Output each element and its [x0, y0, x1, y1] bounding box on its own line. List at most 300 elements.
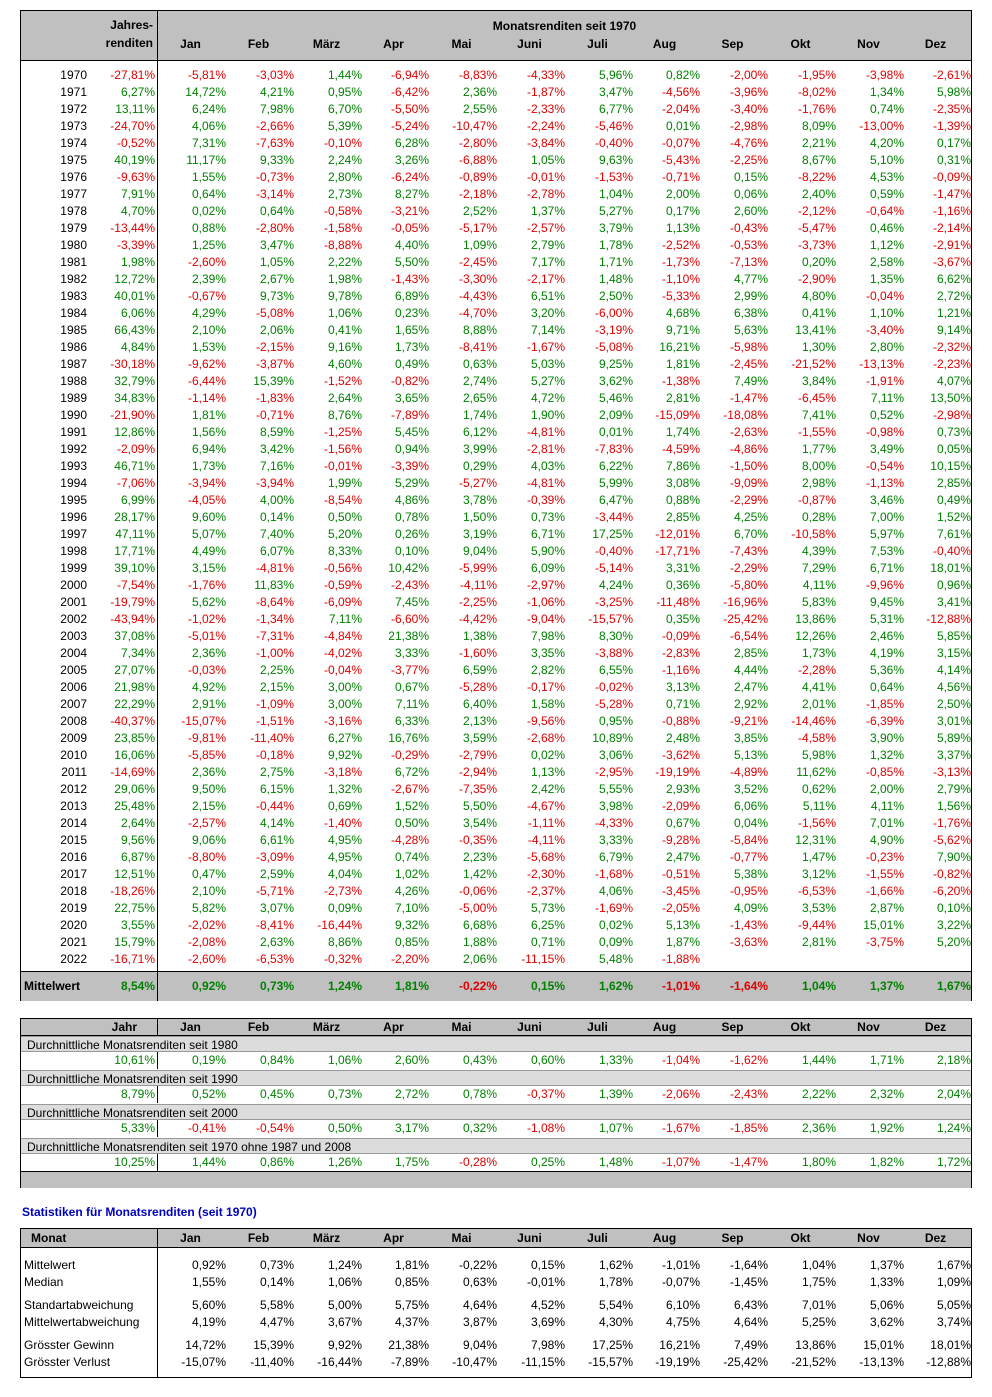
stats-value-cell: -25,42%	[723, 1355, 768, 1369]
month-return-cell: -0,88%	[661, 714, 700, 728]
month-return-cell: -4,89%	[729, 765, 768, 779]
month-return-cell: 1,90%	[530, 408, 565, 422]
table-row	[21, 764, 971, 781]
stats-value-cell: -7,89%	[390, 1355, 429, 1369]
month-return-cell: -0,54%	[865, 459, 904, 473]
month-return-cell: 9,32%	[394, 918, 429, 932]
month-return-cell: -0,04%	[323, 663, 362, 677]
month-return-cell: 6,72%	[394, 765, 429, 779]
annual-return-cell: 47,11%	[115, 527, 155, 541]
average-month-cell: 1,48%	[598, 1155, 633, 1169]
stats-row-label: Grösster Verlust	[24, 1355, 111, 1369]
stats-value-cell: -0,22%	[458, 1258, 497, 1272]
month-return-cell: 9,25%	[598, 357, 633, 371]
year-cell: 2013	[60, 799, 87, 813]
month-header-3: Apr	[383, 1020, 404, 1034]
year-cell: 1970	[60, 68, 87, 82]
month-return-cell: 3,49%	[869, 442, 904, 456]
month-return-cell: 2,10%	[191, 323, 226, 337]
stats-value-cell: 0,92%	[191, 1258, 226, 1272]
month-return-cell: 3,15%	[936, 646, 971, 660]
month-return-cell: -3,63%	[729, 935, 768, 949]
month-return-cell: -3,77%	[390, 663, 429, 677]
month-return-cell: 6,28%	[394, 136, 429, 150]
month-return-cell: 16,21%	[659, 340, 700, 354]
annual-return-cell: 12,72%	[114, 272, 155, 286]
month-return-cell: 3,20%	[530, 306, 565, 320]
month-return-cell: 4,26%	[394, 884, 429, 898]
stats-value-cell: 1,37%	[869, 1258, 904, 1272]
month-return-cell: 3,46%	[869, 493, 904, 507]
month-return-cell: -6,88%	[458, 153, 497, 167]
month-return-cell: -2,81%	[526, 442, 565, 456]
average-month-cell: -1,47%	[729, 1155, 768, 1169]
month-return-cell: 0,14%	[259, 510, 294, 524]
month-return-cell: -0,01%	[526, 170, 565, 184]
month-return-cell: -0,17%	[526, 680, 565, 694]
annual-return-cell: 22,29%	[114, 697, 155, 711]
month-return-cell: 1,10%	[869, 306, 904, 320]
average-month-cell: 0,84%	[259, 1053, 294, 1067]
month-return-cell: 1,74%	[462, 408, 497, 422]
stats-value-cell: 15,39%	[253, 1338, 294, 1352]
month-return-cell: -1,47%	[932, 187, 971, 201]
month-return-cell: -6,09%	[323, 595, 362, 609]
month-return-cell: -5,28%	[458, 680, 497, 694]
month-return-cell: -2,09%	[661, 799, 700, 813]
month-return-cell: 3,47%	[598, 85, 633, 99]
average-month-cell: -2,06%	[661, 1087, 700, 1101]
month-return-cell: 5,39%	[327, 119, 362, 133]
month-return-cell: 5,20%	[936, 935, 971, 949]
month-header: Monat	[31, 1231, 67, 1245]
month-header-5: Juni	[517, 1020, 542, 1034]
month-return-cell: 2,46%	[869, 629, 904, 643]
month-return-cell: -2,73%	[323, 884, 362, 898]
month-return-cell: 4,95%	[327, 850, 362, 864]
month-return-cell: 1,32%	[869, 748, 904, 762]
month-return-cell: 7,49%	[733, 374, 768, 388]
average-month-cell: 2,36%	[801, 1121, 836, 1135]
month-return-cell: 2,98%	[801, 476, 836, 490]
month-return-cell: 2,63%	[259, 935, 294, 949]
month-header-2: März	[312, 1020, 341, 1034]
month-return-cell: 1,37%	[530, 204, 565, 218]
year-cell: 1992	[60, 442, 87, 456]
month-return-cell: -5,62%	[932, 833, 971, 847]
month-return-cell: -21,52%	[791, 357, 836, 371]
stats-value-cell: 21,38%	[388, 1338, 429, 1352]
month-return-cell: -10,47%	[452, 119, 497, 133]
average-month-cell: 0,52%	[191, 1087, 226, 1101]
month-return-cell: 6,61%	[259, 833, 294, 847]
month-return-cell: -6,44%	[187, 374, 226, 388]
month-return-cell: 6,15%	[259, 782, 294, 796]
month-return-cell: -2,24%	[526, 119, 565, 133]
month-return-cell: -1,58%	[323, 221, 362, 235]
month-header-11: Dez	[924, 1020, 947, 1034]
table-row	[21, 679, 971, 696]
month-return-cell: -0,01%	[323, 459, 362, 473]
month-return-cell: 5,07%	[191, 527, 226, 541]
month-return-cell: 2,80%	[869, 340, 904, 354]
average-table-header	[21, 1019, 971, 1036]
month-return-cell: 8,86%	[327, 935, 362, 949]
month-return-cell: 9,63%	[598, 153, 633, 167]
table-row	[21, 560, 971, 577]
month-return-cell: 2,15%	[259, 680, 294, 694]
month-return-cell: 2,42%	[530, 782, 565, 796]
table-row	[21, 951, 971, 968]
month-return-cell: 1,21%	[936, 306, 971, 320]
month-return-cell: 6,70%	[733, 527, 768, 541]
month-return-cell: 5,38%	[733, 867, 768, 881]
year-cell: 2014	[60, 816, 87, 830]
month-return-cell: -6,39%	[865, 714, 904, 728]
month-return-cell: 4,04%	[327, 867, 362, 881]
month-return-cell: 0,06%	[733, 187, 768, 201]
month-return-cell: -1,68%	[594, 867, 633, 881]
table-row	[21, 169, 971, 186]
stats-title: Statistiken für Monatsrenditen (seit 1970)	[22, 1205, 257, 1219]
stats-value-cell: 4,64%	[462, 1298, 497, 1312]
month-return-cell: 8,30%	[598, 629, 633, 643]
annual-return-cell: -13,44%	[110, 221, 155, 235]
month-return-cell: -0,59%	[323, 578, 362, 592]
month-header-10: Nov	[857, 37, 880, 51]
month-return-cell: -4,76%	[729, 136, 768, 150]
average-month-cell: -2,43%	[729, 1087, 768, 1101]
month-header-4: Mai	[451, 37, 472, 51]
year-header: Jahr	[111, 1020, 137, 1034]
month-return-cell: -1,51%	[255, 714, 294, 728]
month-return-cell: 0,69%	[327, 799, 362, 813]
month-return-cell: -3,73%	[797, 238, 836, 252]
month-return-cell: -0,40%	[594, 136, 633, 150]
month-return-cell: -1,85%	[865, 697, 904, 711]
stats-value-cell: 1,62%	[598, 1258, 633, 1272]
average-month-cell: 2,18%	[936, 1053, 971, 1067]
month-return-cell: 7,40%	[259, 527, 294, 541]
annual-return-cell: -24,70%	[110, 119, 155, 133]
month-return-cell: 3,59%	[462, 731, 497, 745]
month-return-cell: -2,95%	[594, 765, 633, 779]
table-title: Monatsrenditen seit 1970	[492, 19, 637, 33]
month-return-cell: -3,30%	[458, 272, 497, 286]
month-header-4: Mai	[451, 1020, 472, 1034]
month-return-cell: 7,41%	[801, 408, 836, 422]
month-return-cell: -3,09%	[255, 850, 294, 864]
month-return-cell: 0,41%	[801, 306, 836, 320]
table-row	[21, 832, 971, 849]
stats-value-cell: -11,15%	[521, 1355, 565, 1369]
month-return-cell: 1,09%	[462, 238, 497, 252]
month-return-cell: -1,55%	[865, 867, 904, 881]
month-return-cell: 2,91%	[191, 697, 226, 711]
year-cell: 2003	[60, 629, 87, 643]
month-return-cell: -4,02%	[323, 646, 362, 660]
month-return-cell: 0,82%	[665, 68, 700, 82]
month-return-cell: 10,15%	[930, 459, 971, 473]
year-cell: 2019	[60, 901, 87, 915]
year-cell: 1977	[60, 187, 87, 201]
month-return-cell: -0,23%	[865, 850, 904, 864]
annual-return-cell: 6,27%	[120, 85, 155, 99]
average-row	[21, 1154, 971, 1171]
month-return-cell: 2,55%	[462, 102, 497, 116]
month-return-cell: 1,52%	[394, 799, 429, 813]
month-return-cell: -6,53%	[797, 884, 836, 898]
month-return-cell: 5,83%	[801, 595, 836, 609]
month-return-cell: 6,71%	[869, 561, 904, 575]
stats-value-cell: 4,30%	[598, 1315, 633, 1329]
mean-month-cell: 0,92%	[191, 979, 226, 993]
month-return-cell: -3,39%	[390, 459, 429, 473]
average-month-cell: 0,19%	[191, 1053, 226, 1067]
month-return-cell: 6,27%	[327, 731, 362, 745]
month-return-cell: 1,56%	[191, 425, 226, 439]
month-return-cell: -3,14%	[255, 187, 294, 201]
stats-row	[21, 1337, 971, 1354]
month-return-cell: -0,77%	[729, 850, 768, 864]
month-return-cell: -9,09%	[729, 476, 768, 490]
month-return-cell: -1,66%	[865, 884, 904, 898]
month-return-cell: 3,33%	[598, 833, 633, 847]
month-return-cell: 8,27%	[394, 187, 429, 201]
average-group-label: Durchnittliche Monatsrenditen seit 2000	[21, 1104, 971, 1120]
month-return-cell: 5,46%	[598, 391, 633, 405]
month-return-cell: -3,94%	[187, 476, 226, 490]
average-row	[21, 1052, 971, 1069]
month-return-cell: -2,98%	[729, 119, 768, 133]
annual-return-cell: 6,87%	[120, 850, 155, 864]
month-return-cell: -1,34%	[255, 612, 294, 626]
table-row	[21, 917, 971, 934]
month-return-cell: 4,14%	[259, 816, 294, 830]
month-return-cell: 6,51%	[530, 289, 565, 303]
month-return-cell: 6,62%	[936, 272, 971, 286]
year-cell: 2018	[60, 884, 87, 898]
month-return-cell: -0,43%	[729, 221, 768, 235]
month-return-cell: 1,34%	[869, 85, 904, 99]
month-return-cell: 7,16%	[259, 459, 294, 473]
stats-value-cell: 5,06%	[869, 1298, 904, 1312]
month-return-cell: -3,88%	[594, 646, 633, 660]
year-cell: 1984	[60, 306, 87, 320]
month-return-cell: -2,66%	[255, 119, 294, 133]
month-return-cell: 3,65%	[394, 391, 429, 405]
month-return-cell: 5,89%	[936, 731, 971, 745]
month-return-cell: -1,43%	[729, 918, 768, 932]
month-return-cell: 13,86%	[795, 612, 836, 626]
month-return-cell: -5,08%	[594, 340, 633, 354]
month-return-cell: 0,02%	[191, 204, 226, 218]
month-return-cell: 6,71%	[530, 527, 565, 541]
stats-value-cell: 18,01%	[930, 1338, 971, 1352]
month-return-cell: 5,50%	[462, 799, 497, 813]
month-return-cell: 6,12%	[462, 425, 497, 439]
month-return-cell: -0,40%	[594, 544, 633, 558]
month-return-cell: -5,84%	[729, 833, 768, 847]
stats-value-cell: 5,75%	[394, 1298, 429, 1312]
month-return-cell: -5,00%	[458, 901, 497, 915]
month-return-cell: -12,88%	[926, 612, 971, 626]
month-return-cell: 4,06%	[191, 119, 226, 133]
average-month-cell: -0,41%	[187, 1121, 226, 1135]
table-row	[21, 475, 971, 492]
year-cell: 2005	[60, 663, 87, 677]
average-annual-cell: 5,33%	[120, 1121, 155, 1135]
annual-return-cell: 2,64%	[120, 816, 155, 830]
month-return-cell: -8,83%	[458, 68, 497, 82]
stats-value-cell: -15,57%	[588, 1355, 633, 1369]
month-return-cell: -1,52%	[323, 374, 362, 388]
year-cell: 1979	[60, 221, 87, 235]
month-return-cell: -1,88%	[661, 952, 700, 966]
month-return-cell: -2,25%	[729, 153, 768, 167]
month-return-cell: -9,28%	[661, 833, 700, 847]
month-return-cell: -6,20%	[932, 884, 971, 898]
month-return-cell: 4,21%	[259, 85, 294, 99]
month-return-cell: -7,35%	[458, 782, 497, 796]
month-return-cell: -0,67%	[187, 289, 226, 303]
month-return-cell: -0,53%	[729, 238, 768, 252]
month-header-8: Sep	[721, 1020, 744, 1034]
mean-month-cell: 0,15%	[530, 979, 565, 993]
month-return-cell: -4,33%	[594, 816, 633, 830]
month-return-cell: 1,44%	[327, 68, 362, 82]
month-header-9: Okt	[790, 1231, 811, 1245]
month-return-cell: -4,28%	[390, 833, 429, 847]
month-return-cell: -2,68%	[526, 731, 565, 745]
month-return-cell: 3,12%	[801, 867, 836, 881]
month-return-cell: -7,31%	[255, 629, 294, 643]
month-return-cell: 9,45%	[869, 595, 904, 609]
year-cell: 2000	[60, 578, 87, 592]
month-return-cell: 0,59%	[869, 187, 904, 201]
month-return-cell: 0,31%	[936, 153, 971, 167]
average-month-cell: -0,37%	[526, 1087, 565, 1101]
month-return-cell: 0,41%	[327, 323, 362, 337]
month-return-cell: -2,43%	[390, 578, 429, 592]
month-return-cell: -2,91%	[932, 238, 971, 252]
month-return-cell: -0,71%	[255, 408, 294, 422]
month-header-1: Feb	[247, 1231, 270, 1245]
month-return-cell: 4,44%	[733, 663, 768, 677]
annual-return-cell: 4,70%	[120, 204, 155, 218]
month-return-cell: 2,00%	[869, 782, 904, 796]
month-return-cell: -6,42%	[390, 85, 429, 99]
month-return-cell: -0,29%	[390, 748, 429, 762]
month-return-cell: 4,86%	[394, 493, 429, 507]
month-header-8: Sep	[721, 1231, 744, 1245]
month-return-cell: 12,31%	[795, 833, 836, 847]
table-row	[21, 815, 971, 832]
month-return-cell: 1,58%	[530, 697, 565, 711]
month-return-cell: 1,71%	[598, 255, 633, 269]
month-return-cell: 6,59%	[462, 663, 497, 677]
stats-value-cell: 7,49%	[733, 1338, 768, 1352]
month-return-cell: 2,13%	[462, 714, 497, 728]
table-row	[21, 424, 971, 441]
month-return-cell: 0,94%	[394, 442, 429, 456]
year-cell: 2007	[60, 697, 87, 711]
month-header-6: Juli	[587, 1020, 608, 1034]
stats-row-label: Mittelwertabweichung	[24, 1315, 140, 1329]
average-month-cell: 1,92%	[869, 1121, 904, 1135]
month-return-cell: -2,61%	[932, 68, 971, 82]
month-return-cell: 5,20%	[327, 527, 362, 541]
month-return-cell: -1,76%	[187, 578, 226, 592]
month-return-cell: -2,20%	[390, 952, 429, 966]
month-return-cell: 2,64%	[327, 391, 362, 405]
month-return-cell: -2,23%	[932, 357, 971, 371]
month-return-cell: 5,97%	[869, 527, 904, 541]
table-row	[21, 203, 971, 220]
month-return-cell: -1,06%	[526, 595, 565, 609]
table-row	[21, 305, 971, 322]
month-return-cell: -4,59%	[661, 442, 700, 456]
month-return-cell: -1,02%	[187, 612, 226, 626]
stats-value-cell: 0,73%	[259, 1258, 294, 1272]
month-return-cell: 2,93%	[665, 782, 700, 796]
stats-row	[21, 1257, 971, 1274]
stats-value-cell: 9,92%	[327, 1338, 362, 1352]
table-row	[21, 730, 971, 747]
month-return-cell: -5,80%	[729, 578, 768, 592]
average-group-label: Durchnittliche Monatsrenditen seit 1980	[21, 1036, 971, 1052]
month-return-cell: 2,50%	[598, 289, 633, 303]
table-row	[21, 628, 971, 645]
month-return-cell: 1,13%	[530, 765, 565, 779]
stats-value-cell: 4,64%	[733, 1315, 768, 1329]
year-cell: 1985	[60, 323, 87, 337]
month-return-cell: 5,45%	[394, 425, 429, 439]
annual-return-cell: 21,98%	[114, 680, 155, 694]
month-return-cell: 5,63%	[733, 323, 768, 337]
column-divider	[157, 1120, 158, 1137]
month-return-cell: -16,44%	[317, 918, 362, 932]
year-cell: 2010	[60, 748, 87, 762]
month-return-cell: 3,26%	[394, 153, 429, 167]
month-return-cell: -4,84%	[323, 629, 362, 643]
month-return-cell: 13,41%	[795, 323, 836, 337]
month-return-cell: -1,76%	[797, 102, 836, 116]
month-return-cell: -6,00%	[594, 306, 633, 320]
month-return-cell: 3,84%	[801, 374, 836, 388]
month-return-cell: 6,70%	[327, 102, 362, 116]
month-return-cell: -2,35%	[932, 102, 971, 116]
month-return-cell: -3,18%	[323, 765, 362, 779]
year-cell: 1987	[60, 357, 87, 371]
month-return-cell: 4,09%	[733, 901, 768, 915]
year-cell: 1991	[60, 425, 87, 439]
average-month-cell: 1,44%	[191, 1155, 226, 1169]
month-return-cell: 1,02%	[394, 867, 429, 881]
month-return-cell: 2,75%	[259, 765, 294, 779]
stats-value-cell: -1,45%	[729, 1275, 768, 1289]
month-return-cell: 9,60%	[191, 510, 226, 524]
table-row	[21, 543, 971, 560]
month-return-cell: -4,33%	[526, 68, 565, 82]
month-return-cell: 1,77%	[801, 442, 836, 456]
month-return-cell: 3,90%	[869, 731, 904, 745]
month-return-cell: 2,09%	[598, 408, 633, 422]
month-return-cell: 3,31%	[665, 561, 700, 575]
month-return-cell: 2,15%	[191, 799, 226, 813]
month-return-cell: -9,81%	[187, 731, 226, 745]
stats-value-cell: 5,25%	[801, 1315, 836, 1329]
